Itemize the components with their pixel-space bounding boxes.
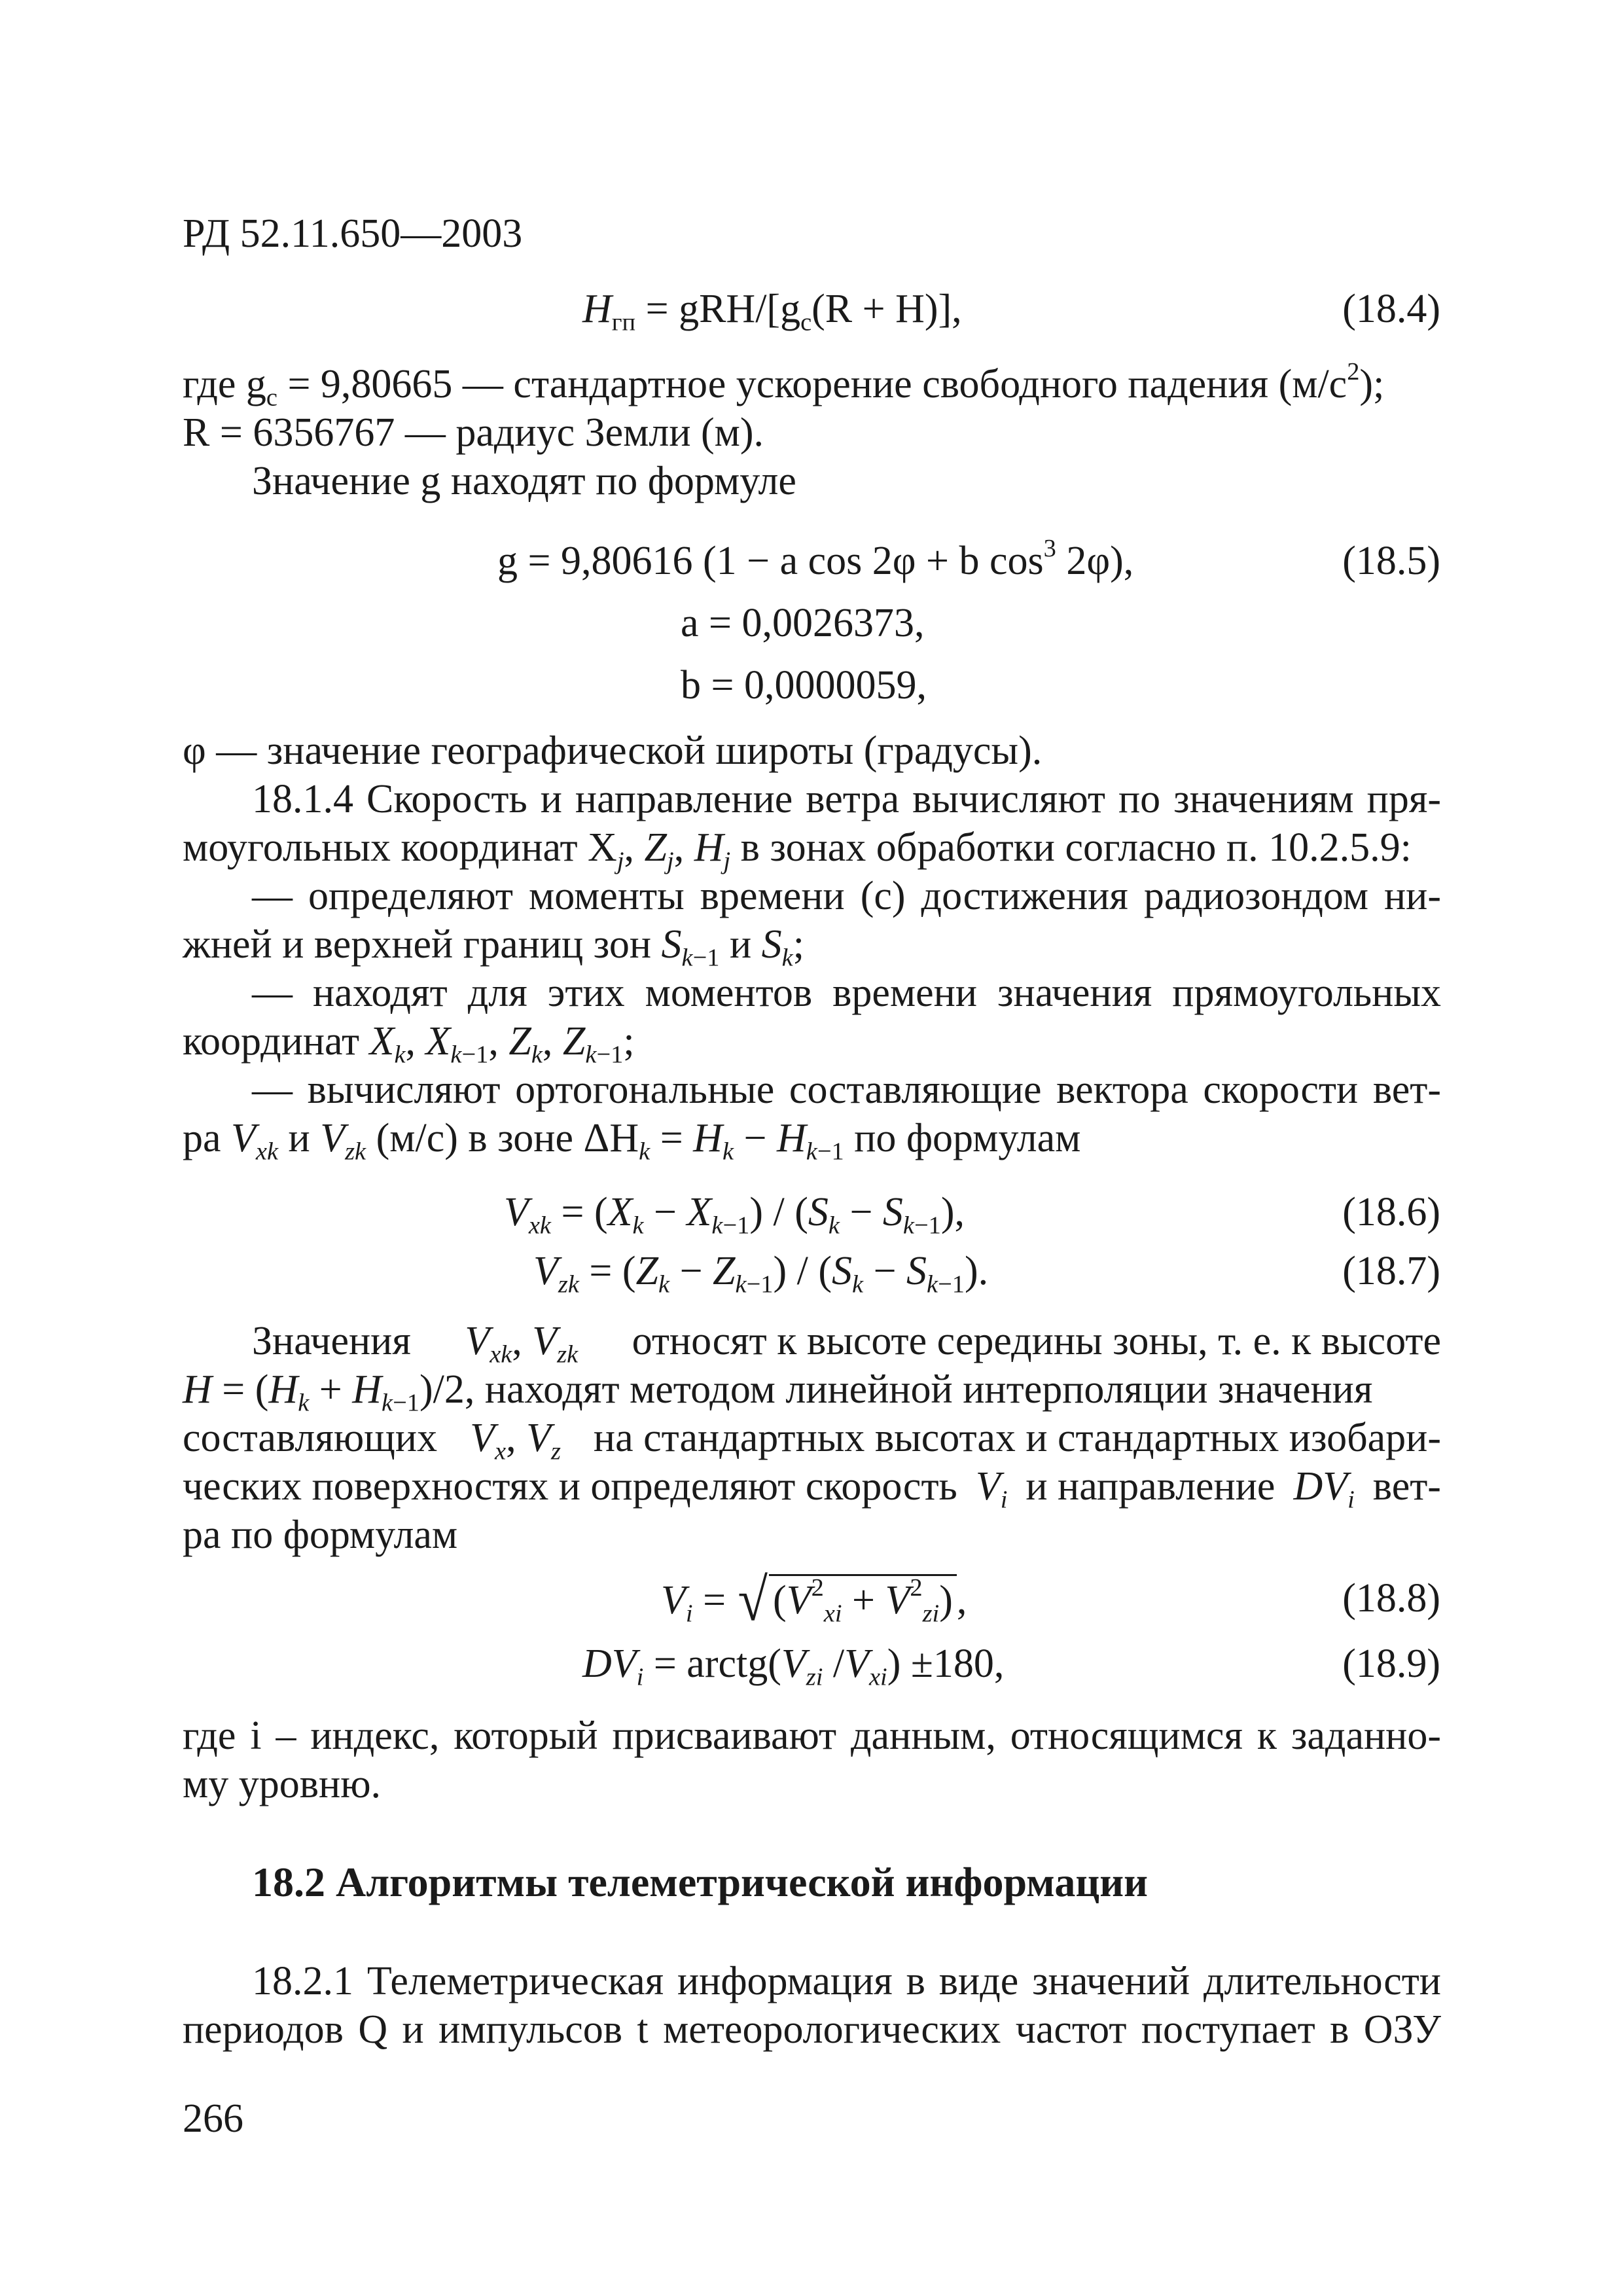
a-value: a = 0,0026373, [681,601,925,645]
formula-18-6: $V_{xk} = (X_k - X_{k-1}) / (S_k - S_{k-1})$, [504,1190,965,1240]
formula-18-8: $V_i$ = √ $(V^2_{xi} + V^2_{zi})$, [661,1566,967,1633]
values-line3: составляющих $V_x$, $V_z$ на стандартных высотах и стандартных изобари- [183,1416,1441,1465]
document-id: РД 52.11.650—2003 [183,211,523,256]
paragraph-18-1-4-line1: 18.1.4 Скорость и направление ветра вычисляют по значениям пря- [252,777,1441,821]
formula-18-7: $V_{zk} = (Z_k - Z_{k-1}) / (S_k - S_{k-1})$. [533,1249,989,1299]
bullet-1-line2: жней и верхней границ зон $S_{k-1}$ и $S_k$; [183,922,804,972]
paragraph-18-1-4-line2: моугольных координат $X_j$, $Z_j$, $H_j$ в зонах обработки согласно п. 10.2.5.9: [183,825,1412,875]
values-line5: ра по формулам [183,1513,458,1557]
formula-18-5: g = 9,80616 (1 − a cos 2φ + b $\cos^3 2\varphi$), [497,535,1134,583]
paragraph-18-2-1-line1: 18.2.1 Телеметрическая информация в виде значений длительности [252,1959,1441,2003]
section-title: 18.2 Алгоритмы телеметрической информации [252,1859,1148,1905]
paragraph-18-2-1-line2: периодов Q и импульсов t метеорологических частот поступает в ОЗУ [183,2007,1441,2052]
bullet-3-line1: — вычисляют ортогональные составляющие вектора скорости вет- [252,1067,1441,1112]
formula-number: (18.8) [1342,1576,1440,1621]
page-number: 266 [183,2096,243,2141]
bullet-1-line1: — определяют моменты времени (с) достижения радиозондом ни- [252,874,1441,918]
bullet-2-line1: — находят для этих моментов времени значения прямоугольных [252,971,1441,1015]
index-definition-line1: где i – индекс, который присваивают данным, относящимся к заданно- [183,1713,1441,1758]
formula-number: (18.4) [1342,287,1440,331]
bullet-3-line2: ра $V_{xk}$ и $V_{zk}$ (м/с) в зоне $\Delta H_k = H_k - H_{k-1}$ по формулам [183,1116,1081,1166]
formula-18-9: $DV_i$ = $arctg(V_{zi}$ $/V_{xi}) \pm 180$, [582,1641,1005,1691]
gc-definition: где $g_c = 9,80665$ — стандартное ускорение свободного падения $(м/с^2)$; [183,358,1385,412]
values-line2: $H = (H_k + H_{k-1})/2$, находят методом линейной интерполяции значения [183,1367,1373,1417]
index-definition-line2: му уровню. [183,1762,382,1806]
values-line4: ческих поверхностях и определяют скорость $V_i$ и направление $DV_i$ вет- [183,1464,1441,1514]
g-intro: Значение g находят по формуле [252,459,796,503]
r-definition: R = 6356767 — радиус Земли (м). [183,410,764,455]
phi-definition: φ — значение географической широты (градусы). [183,728,1043,773]
values-line1: Значения $V_{xk}$, $V_{zk}$ относят к высоте середины зоны, т. е. к высоте [252,1319,1441,1369]
formula-number: (18.6) [1342,1190,1440,1234]
formula-18-4: $H_{гп} = gRH/[g_c(R + H)]$, [582,287,962,336]
formula-number: (18.5) [1342,539,1440,583]
formula-number: (18.9) [1342,1641,1440,1686]
bullet-2-line2: координат $X_k$, $X_{k-1}$, $Z_k$, $Z_{k-1}$; [183,1019,635,1069]
b-value: b = 0,0000059, [681,663,927,708]
formula-number: (18.7) [1342,1249,1440,1293]
